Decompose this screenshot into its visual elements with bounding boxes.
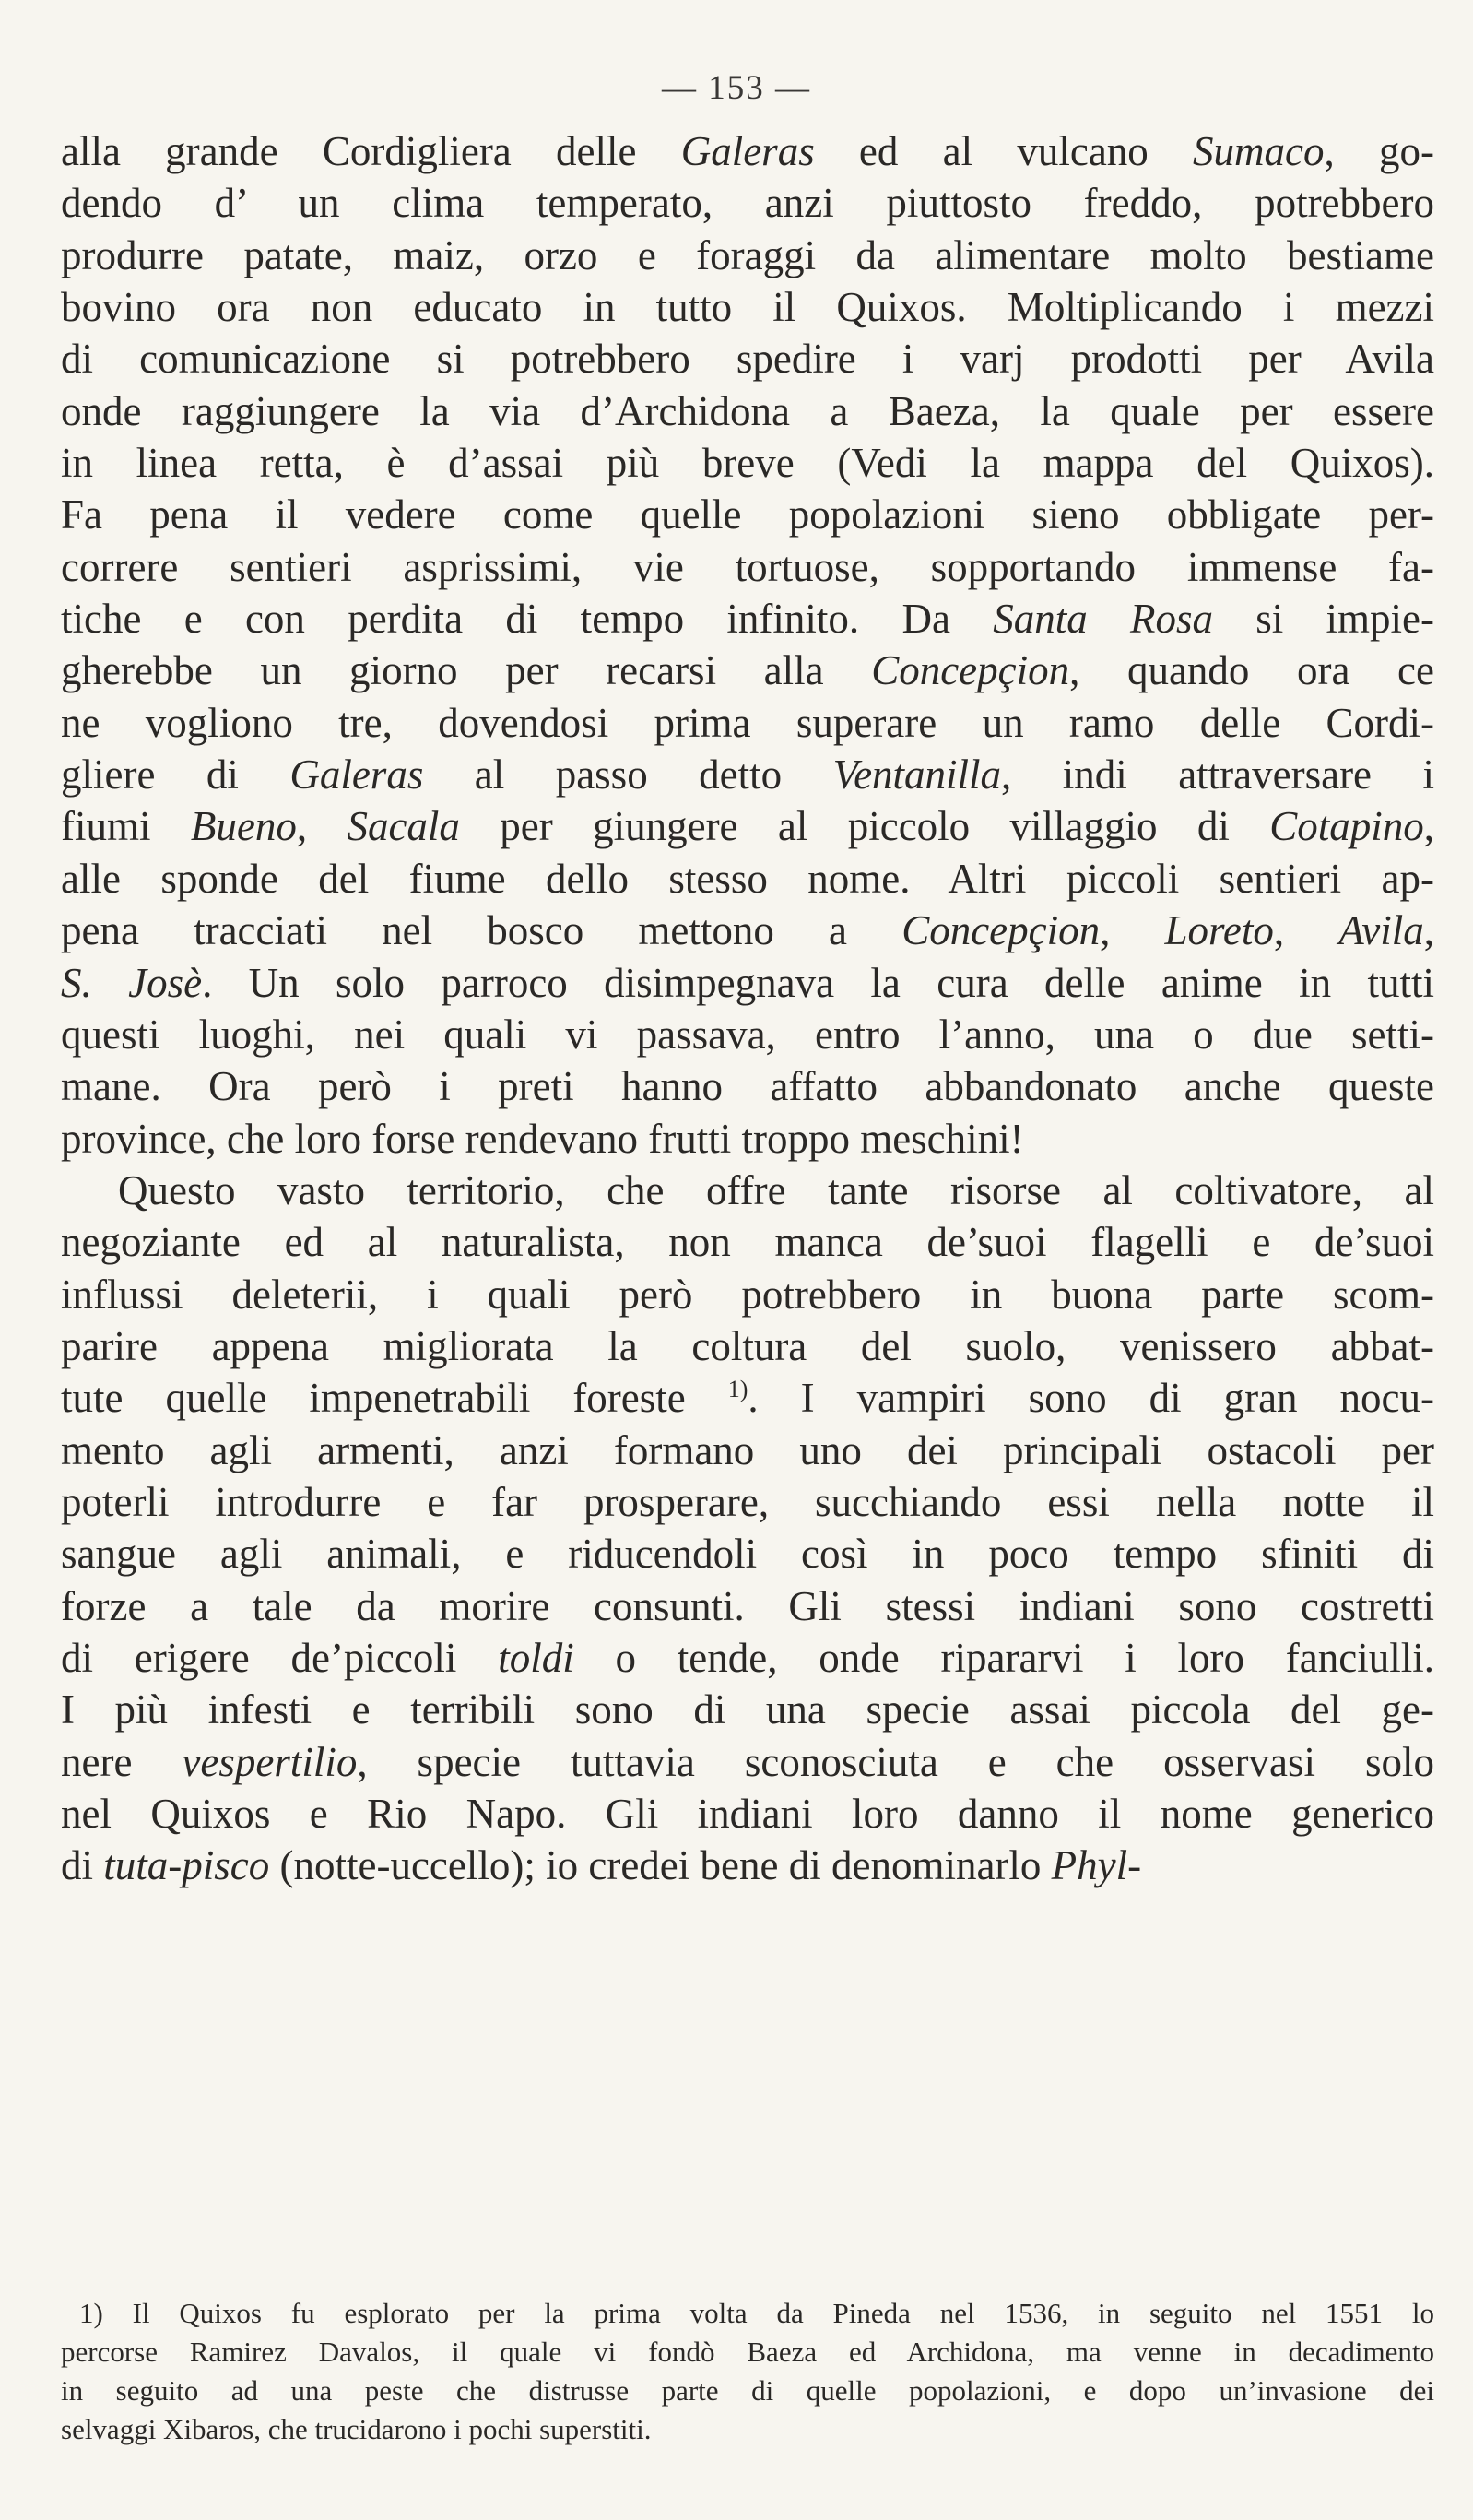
page-number: — 153 — bbox=[662, 69, 811, 107]
text-run: gherebbe un giorno per recarsi alla bbox=[61, 647, 872, 694]
text-run: forze a tale da morire consunti. Gli stessi indiani sono costretti bbox=[61, 1582, 1434, 1629]
text-line bbox=[61, 1009, 1434, 1060]
italic-term: Avila bbox=[1338, 907, 1424, 954]
text-line bbox=[61, 385, 1434, 437]
italic-term: toldi bbox=[498, 1634, 574, 1681]
italic-term: Phyl- bbox=[1051, 1842, 1142, 1889]
text-line bbox=[61, 1840, 1434, 1891]
italic-term: Galeras bbox=[680, 128, 815, 174]
text-run: ed al vulcano bbox=[814, 128, 1194, 174]
text-run: , go- bbox=[1324, 128, 1434, 174]
text-run: alla grande Cordigliera delle bbox=[61, 128, 681, 174]
text-run: onde raggiungere la via d’Archidona a Baeza, la quale per essere bbox=[61, 387, 1434, 434]
italic-term: Cotapino bbox=[1269, 803, 1424, 850]
text-run: al passo detto bbox=[423, 751, 833, 799]
italic-term: Ventanilla bbox=[832, 751, 1002, 799]
text-line bbox=[61, 125, 1434, 177]
text-run: o tende, onde ripararvi i loro fanciulli. bbox=[573, 1634, 1434, 1681]
italic-term: S. Josè bbox=[61, 959, 203, 1006]
text-line bbox=[61, 281, 1434, 333]
text-run: , indi attraversare i bbox=[1001, 751, 1434, 799]
footnote-line: in seguito ad una peste che distrusse parte di quelle popolazioni, e dopo un’invasione dei bbox=[61, 2374, 1434, 2407]
text-line bbox=[61, 541, 1434, 593]
text-run: in linea retta, è d’assai più breve (Vedi la mappa del Quixos). bbox=[61, 440, 1434, 487]
text-line bbox=[61, 230, 1434, 281]
text-run: di bbox=[61, 1842, 104, 1889]
text-line bbox=[61, 1165, 1434, 1216]
text-run: I più infesti e terribili sono di una specie assai piccola del ge- bbox=[61, 1686, 1434, 1733]
text-line bbox=[61, 1580, 1434, 1632]
text-line bbox=[61, 1476, 1434, 1528]
text-run: , bbox=[1273, 907, 1339, 954]
italic-term: Concepçion bbox=[871, 647, 1070, 694]
text-run: questi luoghi, nei quali vi passava, entro l’anno, una o due setti- bbox=[61, 1011, 1434, 1058]
text-run: produrre patate, maiz, orzo e foraggi da alimentare molto bestiame bbox=[61, 231, 1434, 278]
text-run: alle sponde del fiume dello stesso nome. Altri piccoli sentieri ap- bbox=[61, 855, 1434, 902]
text-run: ne vogliono tre, dovendosi prima superare un ramo delle Cordi- bbox=[61, 699, 1434, 746]
italic-term: Concepçion, Loreto bbox=[901, 907, 1274, 954]
footnote-ref: 1) bbox=[727, 1376, 748, 1403]
italic-term: Sacala bbox=[347, 803, 460, 850]
text-line bbox=[61, 905, 1434, 956]
text-line bbox=[61, 853, 1434, 905]
text-run: influssi deleterii, i quali però potrebbero in buona parte scom- bbox=[61, 1271, 1434, 1318]
text-run: bovino ora non educato in tutto il Quixos. Moltiplicando i mezzi bbox=[61, 284, 1434, 331]
italic-term: vespertilio bbox=[182, 1738, 358, 1785]
italic-term: tuta-pisco bbox=[103, 1842, 270, 1889]
italic-term: Santa Rosa bbox=[993, 596, 1213, 643]
text-run: nel Quixos e Rio Napo. Gli indiani loro danno il nome generico bbox=[61, 1791, 1434, 1837]
text-line bbox=[61, 489, 1434, 540]
text-run: negoziante ed al naturalista, non manca de’suoi flagelli e de’suoi bbox=[61, 1219, 1434, 1266]
text-run: , specie tuttavia sconosciuta e che osservasi solo bbox=[357, 1738, 1434, 1785]
italic-term: Bueno bbox=[190, 803, 297, 850]
text-run: tute quelle impenetrabili foreste bbox=[61, 1375, 728, 1422]
text-run: mento agli armenti, anzi formano uno dei principali ostacoli per bbox=[61, 1426, 1434, 1473]
text-run: dendo d’ un clima temperato, anzi piuttosto freddo, potrebbero bbox=[61, 180, 1434, 227]
text-run: mane. Ora però i preti hanno affatto abbandonato anche queste bbox=[61, 1063, 1434, 1110]
text-line bbox=[61, 800, 1434, 852]
text-line bbox=[61, 1269, 1434, 1320]
text-line bbox=[61, 1372, 1434, 1424]
text-run: sangue agli animali, e riducendoli così in poco tempo sfiniti di bbox=[61, 1531, 1434, 1578]
text-line bbox=[61, 1060, 1434, 1112]
text-line bbox=[61, 593, 1434, 645]
text-run: , quando ora ce bbox=[1069, 647, 1434, 694]
text-line bbox=[61, 177, 1434, 229]
text-line bbox=[61, 1788, 1434, 1840]
body-text bbox=[61, 125, 1434, 1892]
text-line bbox=[61, 1320, 1434, 1372]
text-line bbox=[61, 437, 1434, 489]
text-line bbox=[61, 1216, 1434, 1268]
text-line bbox=[61, 957, 1434, 1009]
text-run: , bbox=[296, 803, 348, 850]
text-run: pena tracciati nel bosco mettono a bbox=[61, 907, 902, 954]
italic-term: Sumaco bbox=[1193, 128, 1325, 174]
text-run: , bbox=[1423, 907, 1435, 954]
text-line bbox=[61, 1736, 1434, 1788]
footnote-line: 1) Il Quixos fu esplorato per la prima volta da Pineda nel 1536, in seguito nel 1551 lo bbox=[79, 2297, 1434, 2329]
text-run: parire appena migliorata la coltura del suolo, venissero abbat- bbox=[61, 1322, 1434, 1369]
text-line bbox=[61, 645, 1434, 696]
text-run: di comunicazione si potrebbero spedire i varj prodotti per Avila bbox=[61, 336, 1434, 383]
text-line bbox=[61, 749, 1434, 800]
text-run: correre sentieri asprissimi, vie tortuose, sopportando immense fa- bbox=[61, 543, 1434, 590]
text-run: si impie- bbox=[1212, 596, 1435, 643]
footnote-line: selvaggi Xibaros, che trucidarono i pochi superstiti. bbox=[61, 2413, 652, 2445]
text-run: di erigere de’piccoli bbox=[61, 1634, 499, 1681]
text-run: gliere di bbox=[61, 751, 290, 799]
footnote-line: percorse Ramirez Davalos, il quale vi fondò Baeza ed Archidona, ma venne in decadimento bbox=[61, 2336, 1434, 2368]
text-line bbox=[61, 1632, 1434, 1684]
text-run: , bbox=[1423, 803, 1434, 850]
text-run: Fa pena il vedere come quelle popolazioni sieno obbligate per- bbox=[61, 491, 1434, 538]
text-line bbox=[61, 697, 1434, 749]
text-run: . I vampiri sono di gran nocu- bbox=[748, 1375, 1434, 1422]
text-run: nere bbox=[61, 1738, 183, 1785]
text-run: Questo vasto territorio, che offre tante risorse al coltivatore, al bbox=[118, 1166, 1434, 1213]
text-line bbox=[61, 1113, 1434, 1165]
text-line bbox=[61, 1528, 1434, 1579]
text-run: poterli introdurre e far prosperare, succhiando essi nella notte il bbox=[61, 1478, 1434, 1525]
text-line bbox=[61, 333, 1434, 385]
text-run: tiche e con perdita di tempo infinito. Da bbox=[61, 596, 994, 643]
text-run: province, che loro forse rendevano frutti troppo meschini! bbox=[61, 1115, 1024, 1162]
text-run: fiumi bbox=[61, 803, 191, 850]
text-line bbox=[61, 1684, 1434, 1735]
text-line bbox=[61, 1425, 1434, 1476]
text-run: . Un solo parroco disimpegnava la cura delle anime in tutti bbox=[202, 959, 1434, 1006]
text-run: per giungere al piccolo villaggio di bbox=[459, 803, 1270, 850]
text-run: (notte-uccello); io credei bene di denominarlo bbox=[269, 1842, 1052, 1889]
footnotes bbox=[61, 2294, 1434, 2449]
italic-term: Galeras bbox=[289, 751, 424, 799]
